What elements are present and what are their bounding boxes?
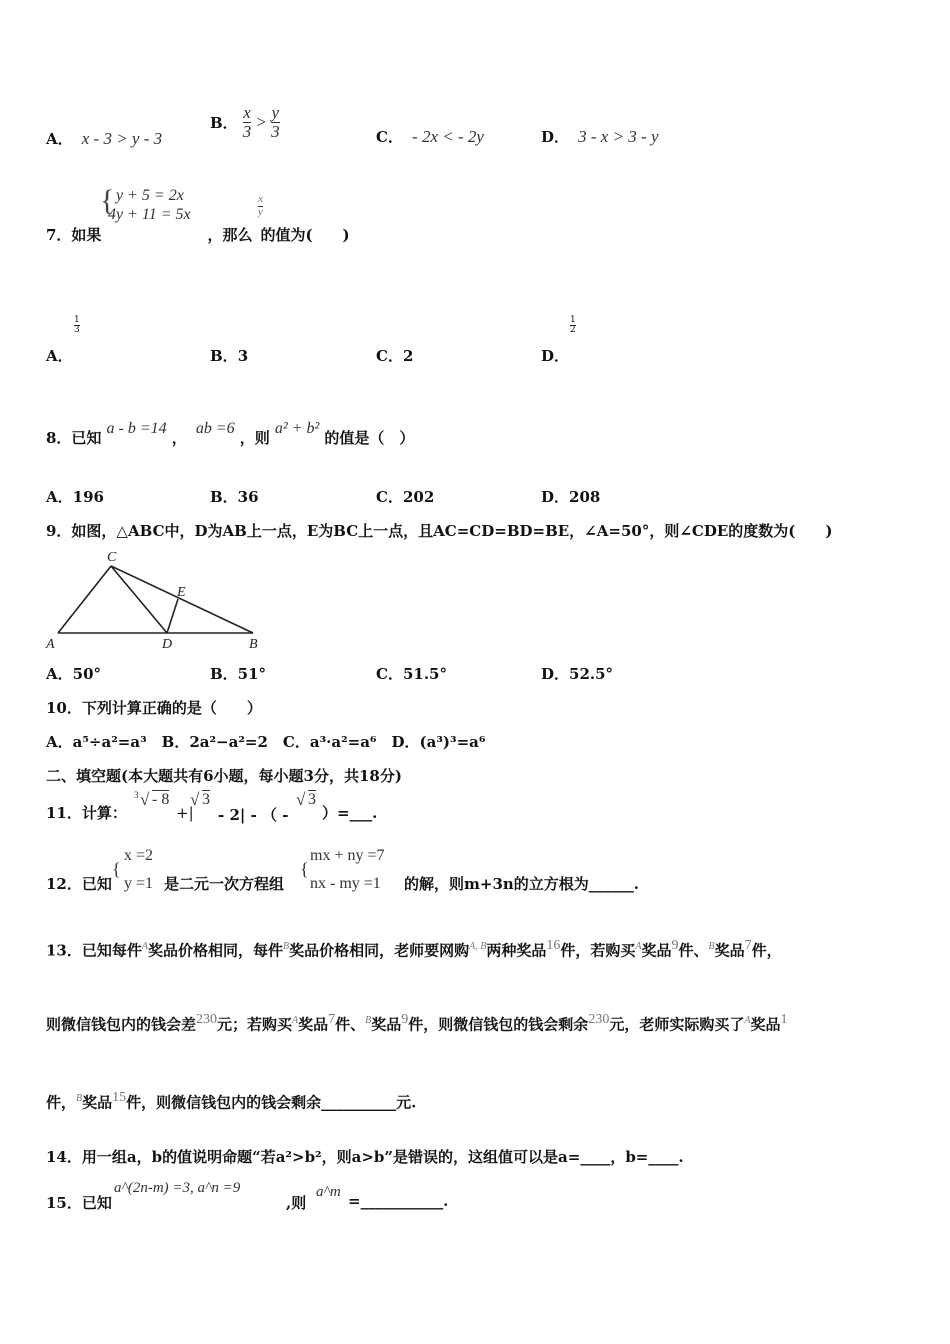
q7-fraction-xy: $\frac{x}{y}$ (258, 193, 263, 218)
label-b: B (249, 637, 258, 652)
q6-option-d: D． 3 - x > 3 - y (541, 127, 659, 146)
label-c: C (107, 550, 117, 565)
q9-option-d: D．52.5° (541, 665, 614, 683)
q10-question: 10．下列计算正确的是（ ） (46, 699, 262, 717)
q8-question: 8．已知 a - b =14 ， ab =6 ，则 a² + b² 的值是（ ） (46, 420, 415, 447)
q8-option-b: B．36 (210, 488, 259, 506)
segment-cd (111, 566, 167, 633)
q8-option-a: A．196 (46, 488, 104, 506)
section-2-heading: 二、填空题(本大题共有6小题，每小题3分，共18分) (46, 767, 402, 785)
q14-question: 14．用一组a，b的值说明命题“若a²>b²，则a>b”是错误的，这组值可以是a=____，b=____. (46, 1148, 684, 1166)
q10-options: A．a⁵÷a²=a³ B．2a²−a²=2 C．a³·a²=a⁶ D．(a³)³=a⁶ (46, 733, 486, 751)
q6-option-c: C． - 2x < - 2y (376, 127, 484, 146)
triangle-figure (40, 546, 270, 654)
q6-option-b: B． $\frac{x}{3}$ > $\frac{y}{3}$ (210, 103, 280, 141)
label-d: D (162, 637, 173, 652)
segment-de (167, 599, 178, 633)
q9-option-b: B．51° (210, 665, 267, 683)
label-a: A (46, 637, 55, 652)
q9-question: 9．如图，△ABC中，D为AB上一点，E为BC上一点，且AC=CD=BD=BE，∠A=50°，则∠CDE的度数为( ) (46, 522, 833, 540)
q12-question: 12．已知 { x =2 y =1 是二元一次方程组 { mx + ny =7 nx - my =1 的解，则m+3n的立方根为______. (46, 847, 640, 893)
q8-option-c: C．202 (376, 488, 435, 506)
segment-ac (58, 566, 111, 633)
q8-option-d: D．208 (541, 488, 601, 506)
q7-option-d-fraction: $\frac{1}{2}$ (570, 314, 576, 335)
q7-question: 7．如果 ，那么 的值为( ) (46, 226, 350, 244)
q13-line-3: 件，$^B$奖品15件，则微信钱包内的钱会剩余__________元. (46, 1090, 417, 1112)
q6-option-a: A． x - 3 > y - 3 (46, 129, 163, 148)
q7-option-a: A． (46, 347, 73, 365)
q7-option-a-fraction: $\frac{1}{3}$ (74, 314, 80, 335)
q7-option-d: D． (541, 347, 570, 365)
q13-line-1: 13．已知每件$^A$奖品价格相同，每件$^B$奖品价格相同，老师要网购$^{A, B}$两种奖品16件，若购买$^A$奖品9件、$^B$奖品7件， (46, 938, 782, 960)
q9-option-c: C．51.5° (376, 665, 447, 683)
q9-option-a: A．50° (46, 665, 102, 683)
q13-line-2: 则微信钱包内的钱会差230元；若购买$^A$奖品7件、$^B$奖品9件，则微信钱包的钱会剩余230元，老师实际购买了$^A$奖品1 (46, 1012, 788, 1034)
label-e: E (177, 585, 186, 600)
q7-option-c: C．2 (376, 347, 414, 365)
q7-option-b: B．3 (210, 347, 249, 365)
